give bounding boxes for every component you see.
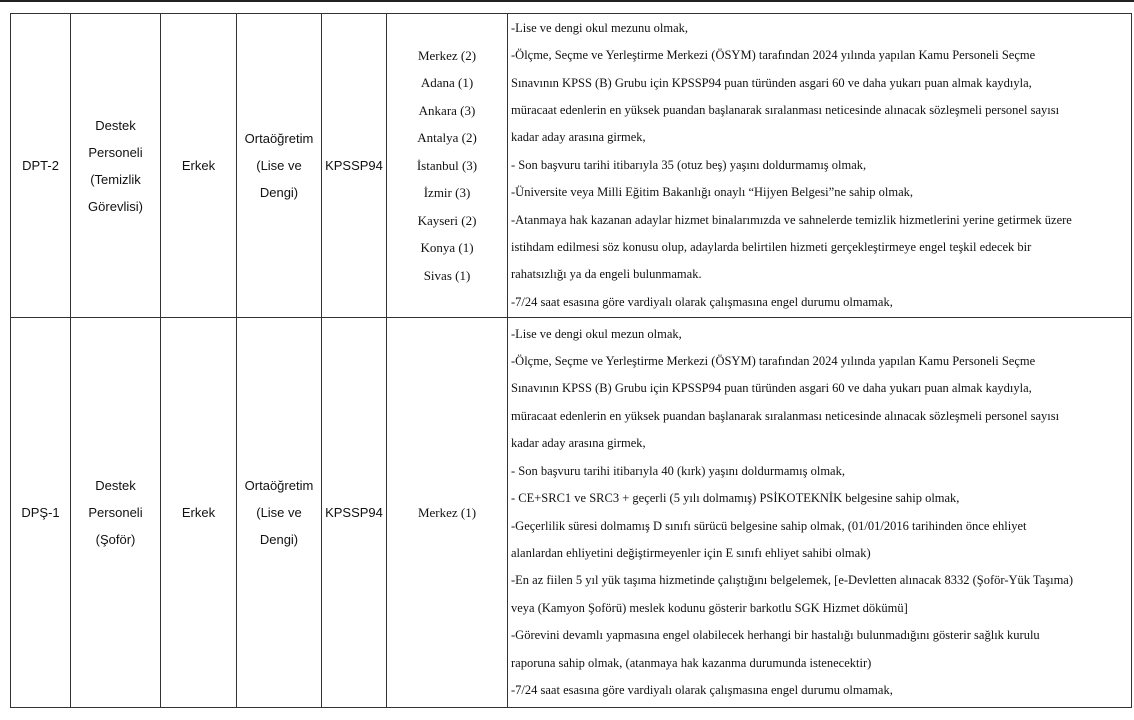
cell-line: Antalya (2)	[417, 130, 477, 146]
position-code: DPŞ-1	[11, 318, 71, 708]
cell-line: (Şoför)	[95, 532, 136, 547]
requirement-line: -Ölçme, Seçme ve Yerleştirme Merkezi (ÖSYM) tarafından 2024 yılında yapılan Kamu Personeli Seçme	[511, 48, 1036, 63]
cell-line: Adana (1)	[420, 75, 474, 91]
requirement-line: Sınavının KPSS (B) Grubu için KPSSP94 puan türünden asgari 60 ve daha yukarı puan almak kaydıyla,	[511, 381, 1032, 396]
requirement-line: -Üniversite veya Milli Eğitim Bakanlığı onaylı “Hijyen Belgesi”ne sahip olmak,	[511, 185, 913, 200]
requirement-line: Sınavının KPSS (B) Grubu için KPSSP94 puan türünden asgari 60 ve daha yukarı puan almak kaydıyla,	[511, 75, 1032, 90]
requirements-list	[511, 15, 1131, 316]
cell-line: Konya (1)	[420, 240, 474, 256]
position-title	[71, 318, 161, 708]
requirement-line: - Son başvuru tarihi itibarıyla 35 (otuz beş) yaşını doldurmamış olmak,	[511, 157, 867, 172]
requirement-line: müracaat edenlerin en yüksek puandan başlanarak sıralanması neticesinde alınacak sözleşmeli personel sayısı	[511, 102, 1060, 117]
score-type: KPSSP94	[322, 14, 387, 318]
cell-line: Merkez (1)	[417, 504, 477, 520]
requirement-line: -Ölçme, Seçme ve Yerleştirme Merkezi (ÖSYM) tarafından 2024 yılında yapılan Kamu Personeli Seçme	[511, 354, 1036, 369]
requirement-line: -Geçerlilik süresi dolmamış D sınıfı sürücü belgesine sahip olmak, (01/01/2016 tarihinden önce ehliyet	[511, 518, 1027, 533]
cell-line: İzmir (3)	[423, 185, 471, 201]
table-row	[11, 14, 1132, 318]
education-level	[237, 318, 322, 708]
requirement-line: - Son başvuru tarihi itibarıyla 40 (kırk) yaşını doldurmamış olmak,	[511, 463, 845, 478]
cell-line: Ortaöğretim	[244, 131, 314, 146]
requirement-line: - CE+SRC1 ve SRC3 + geçerli (5 yılı dolmamış) PSİKOTEKNİK belgesine sahip olmak,	[511, 491, 960, 506]
cell-line: Destek	[95, 117, 136, 133]
requirement-line: -En az fiilen 5 yıl yük taşıma hizmetinde çalıştığını belgelemek, [e-Devletten alınacak 8332 (Şoför-Yük Taşıma)	[511, 573, 1074, 588]
positions-table	[10, 13, 1132, 708]
cell-line: İstanbul (3)	[416, 157, 478, 173]
requirements-cell	[508, 14, 1132, 318]
position-title	[71, 14, 161, 318]
requirement-line: -Lise ve dengi okul mezun olmak,	[511, 326, 682, 341]
requirement-line: istihdam edilmesi söz konusu olup, adaylarda belirtilen hizmeti gerçekleştirmeye engel teşkil edecek bir	[511, 240, 1032, 255]
requirement-line: -7/24 saat esasına göre vardiyalı olarak çalışmasına engel durumu olmamak,	[511, 294, 893, 309]
table-row	[11, 318, 1132, 708]
cell-line: Ortaöğretim	[244, 478, 314, 493]
cell-line: Dengi)	[259, 185, 299, 200]
cell-line: Destek	[95, 478, 136, 493]
position-code: DPT-2	[11, 14, 71, 318]
cell-line: Merkez (2)	[417, 47, 477, 63]
cell-line: Personeli	[88, 505, 143, 520]
score-type: KPSSP94	[322, 318, 387, 708]
cell-line: Görevlisi)	[88, 198, 143, 214]
requirements-list	[511, 321, 1131, 705]
requirement-line: müracaat edenlerin en yüksek puandan başlanarak sıralanması neticesinde alınacak sözleşmeli personel sayısı	[511, 408, 1060, 423]
cell-line: Ankara (3)	[418, 102, 476, 118]
cell-line: Sivas (1)	[423, 267, 471, 283]
cell-line: (Lise ve	[256, 158, 302, 173]
requirement-line: rahatsızlığı ya da engeli bulunmamak.	[511, 267, 702, 282]
top-border-line	[0, 0, 1134, 2]
requirement-line: raporuna sahip olmak, (atanmaya hak kazanma durumunda istenecektir)	[511, 655, 872, 670]
requirement-line: -Lise ve dengi okul mezunu olmak,	[511, 20, 689, 35]
cell-line: (Temizlik	[90, 171, 141, 187]
requirement-line: kadar aday arasına girmek,	[511, 130, 646, 145]
cell-line: Dengi)	[259, 532, 299, 547]
gender: Erkek	[161, 318, 237, 708]
gender: Erkek	[161, 14, 237, 318]
requirement-line: veya (Kamyon Şoförü) meslek kodunu gösterir barkotlu SGK Hizmet dökümü]	[511, 600, 908, 615]
location-list	[387, 14, 508, 318]
requirement-line: -Atanmaya hak kazanan adaylar hizmet binalarımızda ve sahnelerde temizlik hizmetlerini yerine getirmek üzere	[511, 212, 1072, 227]
requirements-cell	[508, 318, 1132, 708]
requirement-line: kadar aday arasına girmek,	[511, 436, 646, 451]
cell-line: Kayseri (2)	[417, 212, 477, 228]
cell-line: (Lise ve	[256, 505, 302, 520]
requirement-line: -Görevini devamlı yapmasına engel olabilecek herhangi bir hastalığı bulunmadığını gösterir sağlık kurulu	[511, 628, 1040, 643]
requirement-line: -7/24 saat esasına göre vardiyalı olarak çalışmasına engel durumu olmamak,	[511, 682, 893, 697]
location-list	[387, 318, 508, 708]
cell-line: Personeli	[88, 144, 143, 160]
requirement-line: alanlardan ehliyetini değiştirmeyenler için E sınıfı ehliyet sahibi olmak)	[511, 545, 871, 560]
education-level	[237, 14, 322, 318]
